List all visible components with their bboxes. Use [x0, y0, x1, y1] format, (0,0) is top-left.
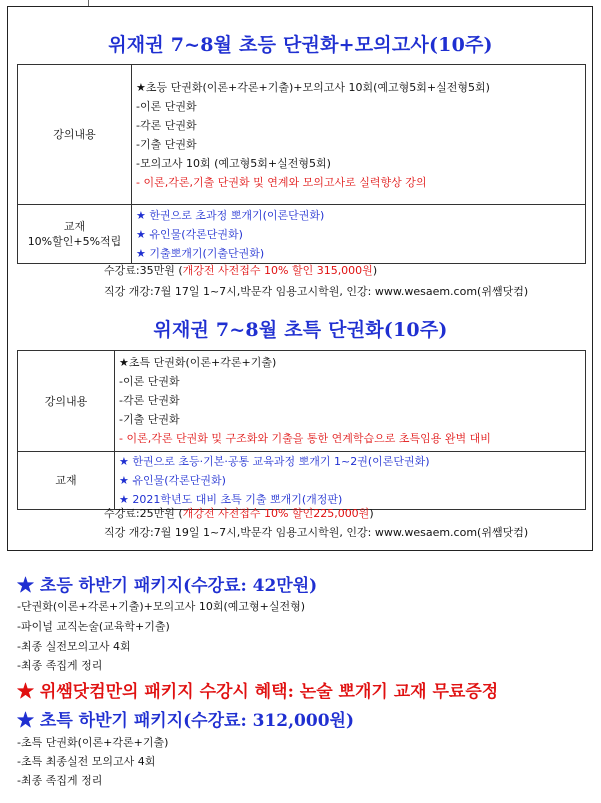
elem-package-item: -최종 족집게 정리: [17, 659, 103, 672]
section1-content-line: -기출 단권화: [136, 138, 197, 151]
special-package-item: -최종 족집게 정리: [17, 774, 103, 787]
section2-book-cell: [115, 452, 586, 510]
section1-content-cell: [132, 65, 586, 205]
section1-fee: 수강료:35만원 (개강전 사전접수 10% 할인 315,000원): [104, 264, 378, 277]
special-package-item: -초특 단권화(이론+각론+기출): [17, 736, 169, 749]
section2-table: [17, 350, 586, 510]
star-icon: ★: [17, 576, 34, 596]
section1-book-label-line2: 10%할인+5%적립: [27, 235, 122, 248]
elem-package-title: ★ 초등 하반기 패키지(수강료: 42만원): [17, 576, 318, 596]
section2-content-line: -기출 단권화: [119, 413, 180, 426]
section2-content-line: ★초특 단권화(이론+각론+기출): [119, 356, 277, 369]
section2-content-line: -각론 단권화: [119, 394, 180, 407]
section1-content-line: -이론 단권화: [136, 100, 197, 113]
star-icon: ★: [136, 228, 146, 241]
section1-book-item: ★ 유인물(각론단권화): [136, 228, 243, 241]
star-icon: ★: [17, 682, 34, 702]
section2-title: 위재권 7~8월 초특 단권화(10주): [153, 319, 448, 341]
section1-content-line: -모의고사 10회 (예고형5회+실전형5회): [136, 157, 331, 170]
section1-book-cell: [132, 205, 586, 264]
star-icon: ★: [119, 455, 129, 468]
section1-content-line: -각론 단권화: [136, 119, 197, 132]
elem-package-item: -단권화(이론+각론+기출)+모의고사 10회(예고형+실전형): [17, 600, 306, 613]
section2-schedule: 직강 개강:7월 19일 1~7시,박문각 임용고시학원, 인강: www.wesaem.com(위쌤닷컴): [104, 526, 529, 539]
star-icon: ★: [136, 247, 146, 260]
section1-table: [17, 64, 586, 264]
section2-content-highlight: - 이론,각론 단권화 및 구조화와 기출을 통한 연계학습으로 초특임용 완벽 대비: [119, 432, 491, 445]
section1-book-item: ★ 기출뽀개기(기출단권화): [136, 247, 265, 260]
section1-book-item: ★ 한권으로 초과정 뽀개기(이론단권화): [136, 209, 325, 222]
section1-book-label-line1: 교재: [63, 220, 86, 233]
section2-fee: 수강료:25만원 (개강전 사전접수 10% 할인225,000원): [104, 507, 374, 520]
section2-book-label: 교재: [18, 452, 115, 510]
elem-package-item: -최종 실전모의고사 4회: [17, 640, 131, 653]
section2-book-item: ★ 한권으로 초등·기본·공통 교육과정 뽀개기 1~2권(이론단권화): [119, 455, 430, 468]
section2-content-cell: [115, 351, 586, 452]
section2-book-item: ★ 2021학년도 대비 초특 기출 뽀개기(개정판): [119, 493, 343, 506]
section1-title: 위재권 7~8월 초등 단권화+모의고사(10주): [108, 34, 493, 56]
section1-content-label: 강의내용: [18, 65, 132, 205]
section1-content-highlight: - 이론,각론,기출 단권화 및 연계와 모의고사로 실력향상 강의: [136, 176, 427, 189]
section1-book-label: [18, 205, 132, 264]
section1-schedule: 직강 개강:7월 17일 1~7시,박문각 임용고시학원, 인강: www.wesaem.com(위쌤닷컴): [104, 285, 529, 298]
star-icon: ★: [17, 711, 34, 731]
section2-fee-discount: 개강전 사전접수 10% 할인225,000원: [182, 507, 370, 520]
section1-content-line: ★초등 단권화(이론+각론+기출)+모의고사 10회(예고형5회+실전형5회): [136, 81, 490, 94]
star-icon: ★: [136, 209, 146, 222]
elem-package-item: -파이널 교직논술(교육학+기출): [17, 620, 170, 633]
section2-content-line: -이론 단권화: [119, 375, 180, 388]
section2-book-item: ★ 유인물(각론단권화): [119, 474, 226, 487]
star-icon: ★: [119, 493, 129, 506]
special-package-title: ★ 초특 하반기 패키지(수강료: 312,000원): [17, 711, 354, 731]
star-icon: ★: [119, 474, 129, 487]
benefit-brand: 위쌤닷컴: [39, 682, 106, 702]
section1-fee-discount: 개강전 사전접수 10% 할인 315,000원: [182, 264, 373, 277]
package-benefit: ★ 위쌤닷컴만의 패키지 수강시 혜택: 논술 뽀개기 교재 무료증정: [17, 682, 499, 702]
section2-content-label: 강의내용: [18, 351, 115, 452]
special-package-item: -초특 최종실전 모의고사 4회: [17, 755, 156, 768]
